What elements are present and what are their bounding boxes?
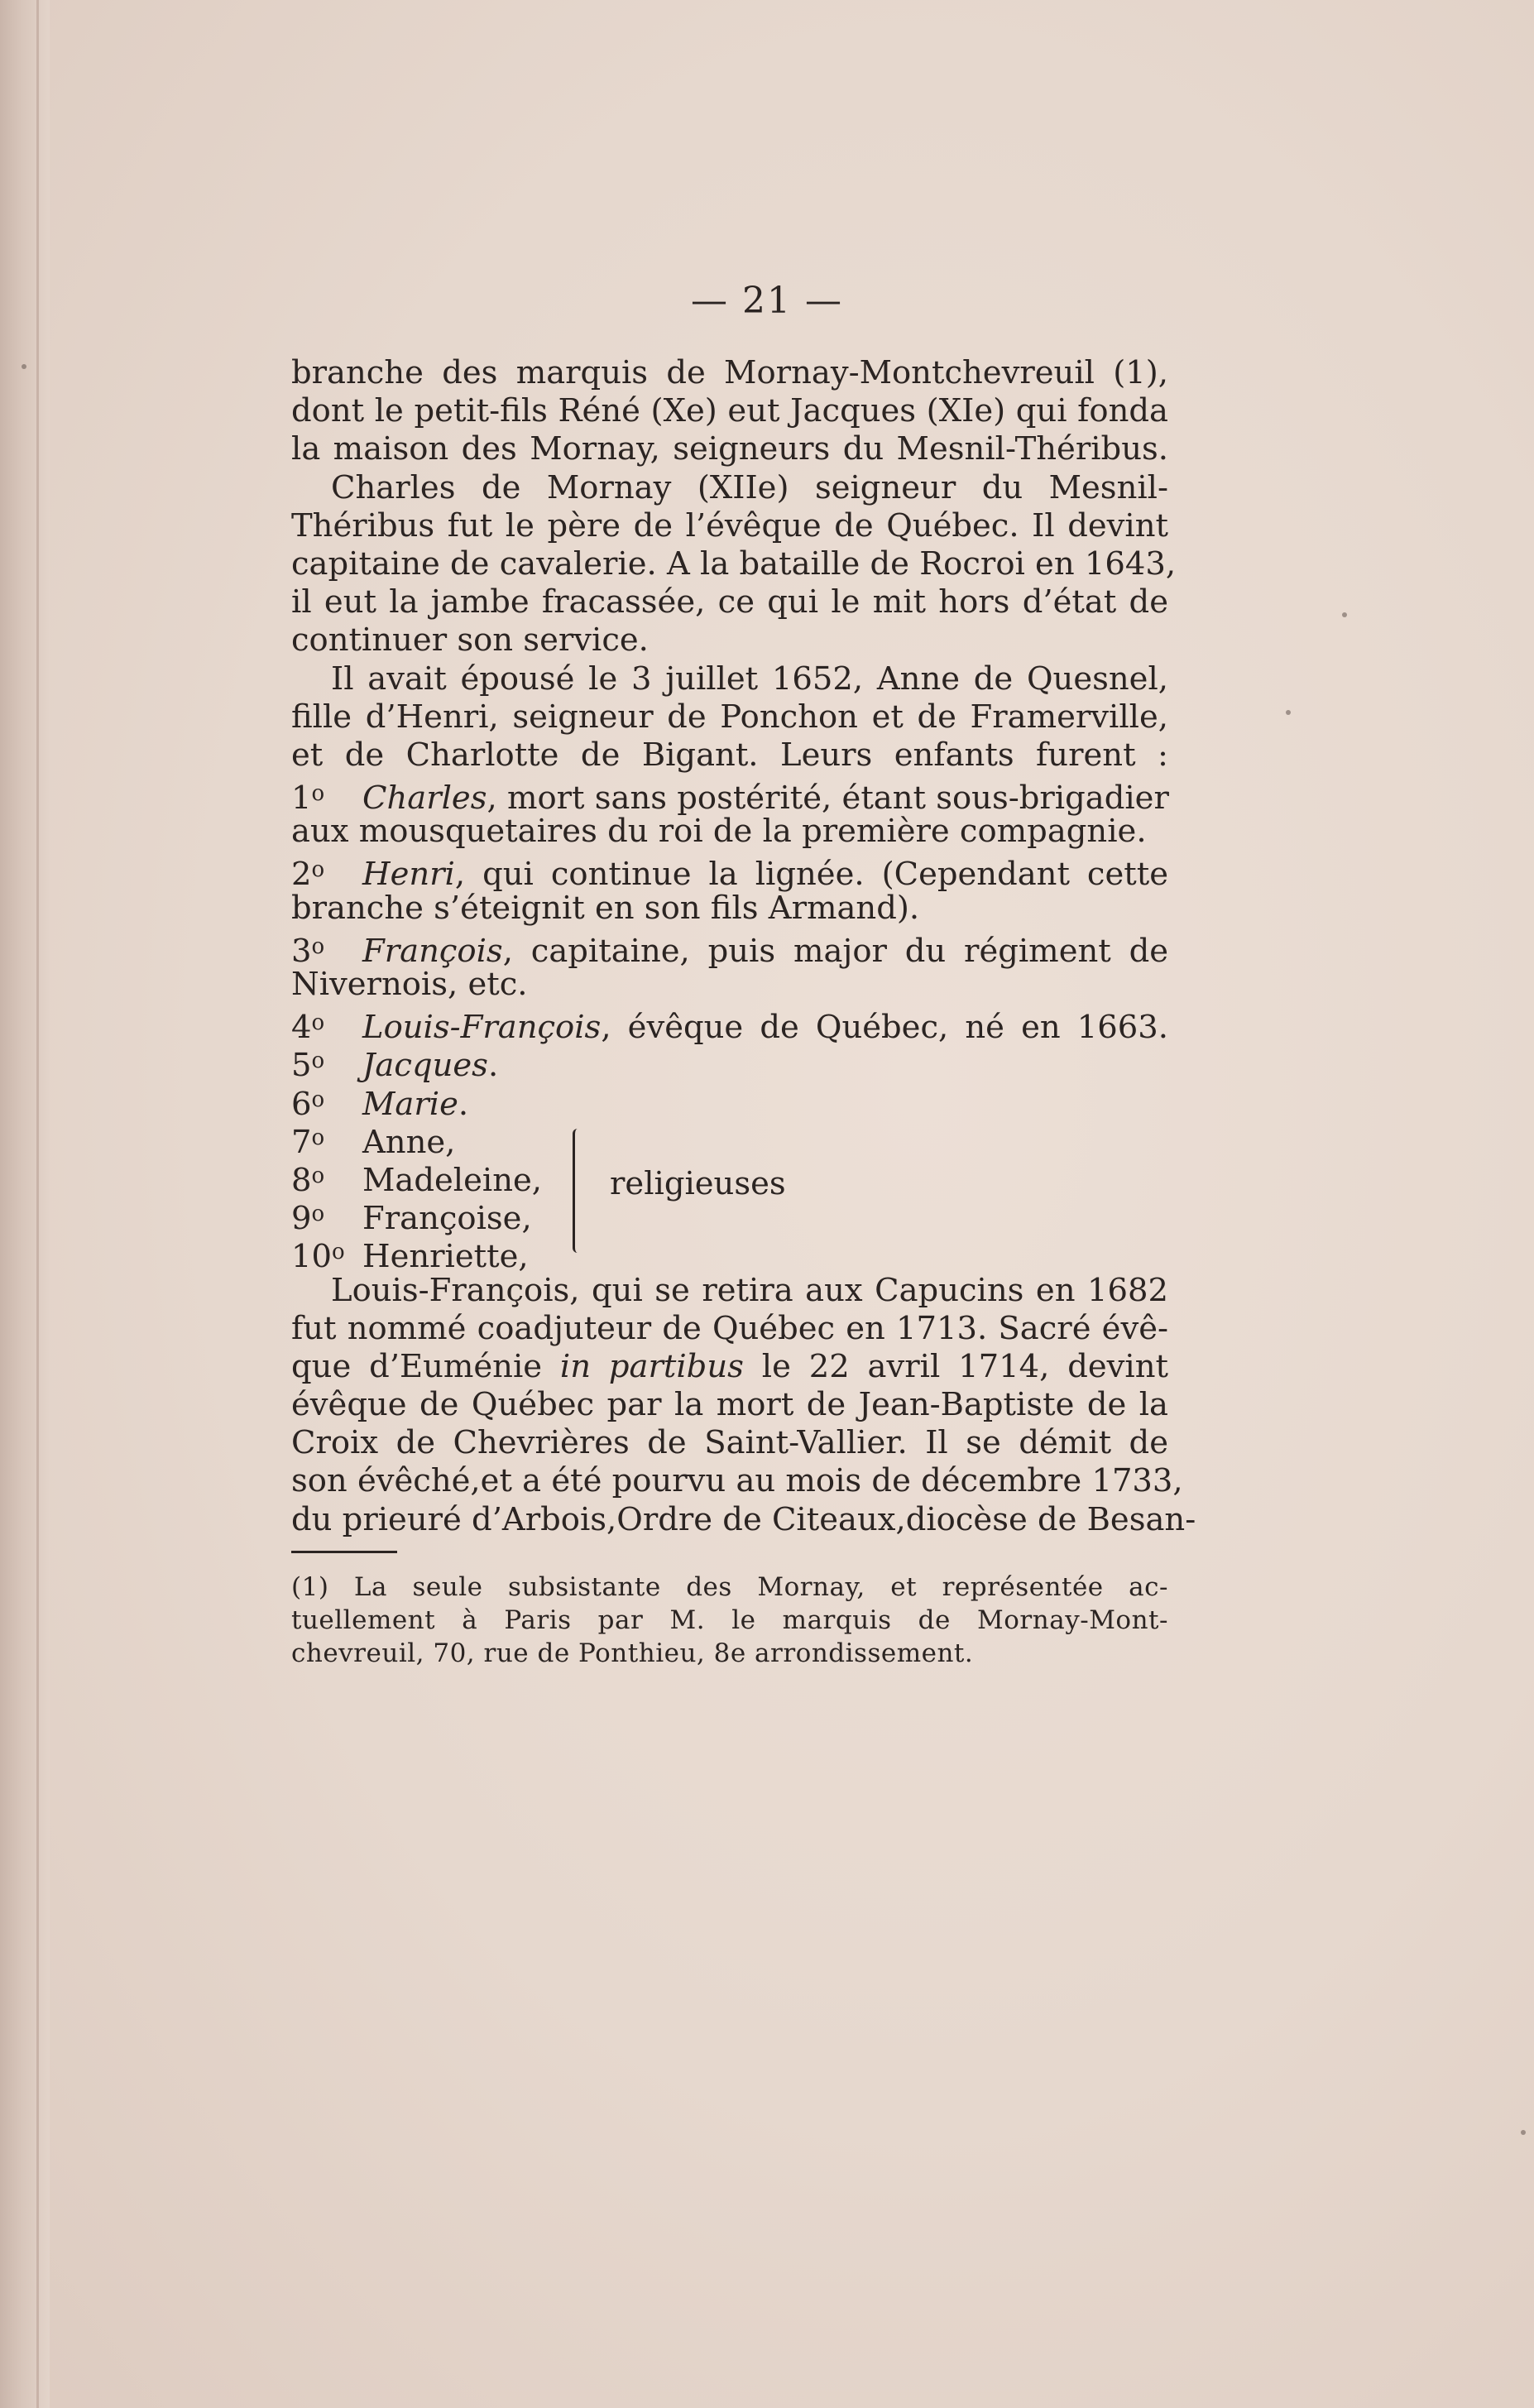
text-line: Théribus fut le père de l’évêque de Québec. Il devint: [291, 506, 1168, 544]
child-name: François: [362, 932, 503, 970]
text-line: Il avait épousé le 3 juillet 1652, Anne de Quesnel,: [331, 660, 1168, 698]
child-entry-2: 2$^o$ Henri, qui continue la lignée. (Cependant cette: [291, 851, 1168, 889]
child-name: Louis-François: [362, 1009, 602, 1047]
text-line: il eut la jambe fracassée, ce qui le mit hors d’état de: [291, 583, 1168, 621]
entry-number: 3$^o$: [291, 932, 325, 970]
book-spine-shadow: [0, 0, 50, 2408]
daughters-group: [291, 1119, 1168, 1276]
entry-number: 1$^o$: [291, 779, 325, 818]
child-name: Charles: [362, 779, 487, 818]
text-line: fille d’Henri, seigneur de Ponchon et de Framerville,: [291, 698, 1168, 736]
footnote-rule: [291, 1551, 397, 1553]
text-line: continuer son service.: [291, 621, 649, 660]
text-line: branche des marquis de Mornay-Montchevreuil (1),: [291, 354, 1168, 391]
child-name: Henri: [362, 856, 455, 894]
text-line: Charles de Mornay (XIIe) seigneur du Mesnil-: [331, 468, 1168, 506]
paper-speck: [1286, 710, 1291, 715]
text-line: Nivernois, etc.: [291, 966, 528, 1003]
daughter-entry-7: 7$^o$ Anne,: [291, 1119, 1168, 1157]
daughter-entry-10: 10$^o$ Henriette,: [291, 1233, 1168, 1271]
child-entry-1: 1$^o$ Charles, mort sans postérité, étant sous-brigadier: [291, 775, 1168, 813]
text-line: capitaine de cavalerie. A la bataille de Rocroi en 1643,: [291, 544, 1177, 583]
entry-number: 9$^o$: [291, 1200, 325, 1238]
daughter-entry-9: 9$^o$ Françoise,: [291, 1195, 1168, 1233]
text-line: aux mousquetaires du roi de la première compagnie.: [291, 813, 1147, 851]
text-line: évêque de Québec par la mort de Jean-Baptiste de la: [291, 1386, 1168, 1424]
child-name: Marie: [362, 1085, 458, 1123]
footnote-line: (1) La seule subsistante des Mornay, et représentée ac-: [291, 1572, 1168, 1602]
paper-speck: [1342, 612, 1347, 617]
daughter-entry-8: 8$^o$ Madeleine,: [291, 1157, 1168, 1195]
text-line: du prieuré d’Arbois,Ordre de Citeaux,diocèse de Besan-: [291, 1500, 1196, 1538]
entry-number: 7$^o$: [291, 1123, 325, 1161]
entry-number: 8$^o$: [291, 1161, 325, 1199]
entry-number: 4$^o$: [291, 1009, 325, 1047]
religieuses-label: religieuses: [610, 1164, 786, 1202]
child-name: Jacques: [362, 1047, 488, 1085]
footnote-line: chevreuil, 70, rue de Ponthieu, 8e arrondissement.: [291, 1638, 974, 1668]
child-entry-6: 6$^o$ Marie.: [291, 1081, 1168, 1119]
gutter-line: [36, 0, 39, 2408]
child-entry-4: 4$^o$ Louis-François, évêque de Québec, né en 1663.: [291, 1004, 1168, 1042]
text-line: et de Charlotte de Bigant. Leurs enfants furent :: [291, 736, 1168, 774]
entry-number: 2$^o$: [291, 856, 325, 894]
brace-bracket: [573, 1129, 585, 1253]
footnote-line: tuellement à Paris par M. le marquis de Mornay-Mont-: [291, 1605, 1168, 1635]
entry-number: 5$^o$: [291, 1047, 325, 1085]
italic-phrase: in partibus: [559, 1347, 744, 1385]
main-text: [291, 354, 1196, 1539]
text-line: dont le petit-fils Réné (Xe) eut Jacques (XIe) qui fonda: [291, 392, 1168, 430]
text-line: Croix de Chevrières de Saint-Vallier. Il se démit de: [291, 1424, 1168, 1462]
page-number: — 21 —: [691, 280, 843, 322]
text-line: son évêché,et a été pourvu au mois de décembre 1733,: [291, 1462, 1183, 1500]
text-line: fut nommé coadjuteur de Québec en 1713. Sacré évê-: [291, 1309, 1168, 1347]
entry-number: 6$^o$: [291, 1085, 325, 1123]
text-line: branche s’éteignit en son fils Armand).: [291, 889, 920, 927]
paper-speck: [1521, 2130, 1526, 2135]
text-line: Louis-François, qui se retira aux Capucins en 1682: [331, 1271, 1168, 1309]
text-line: la maison des Mornay, seigneurs du Mesnil-Théribus.: [291, 430, 1168, 468]
entry-number: 10$^o$: [291, 1238, 345, 1276]
child-entry-5: 5$^o$ Jacques.: [291, 1042, 1168, 1080]
paper-speck: [22, 364, 26, 369]
child-entry-3: 3$^o$ François, capitaine, puis major du régiment de: [291, 928, 1168, 966]
footnote: [291, 1571, 1168, 1670]
text-line: que d’Euménie in partibus le 22 avril 1714, devint: [291, 1347, 1168, 1385]
